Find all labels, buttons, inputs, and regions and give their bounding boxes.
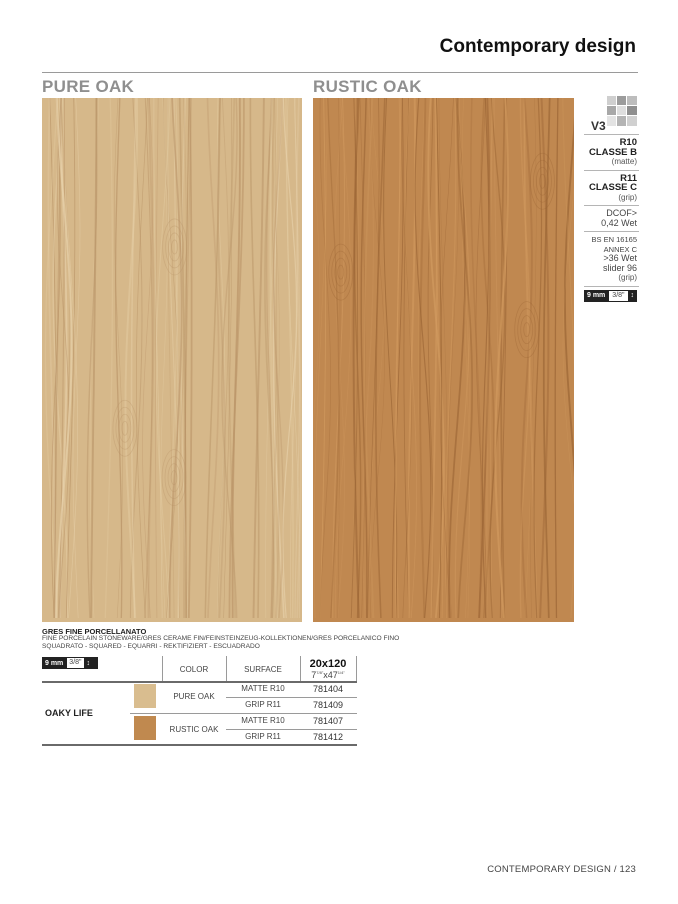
- size-inch: $7^{7/8"}x47^{1/4"}$: [311, 670, 345, 680]
- color-name: RUSTIC OAK: [169, 725, 219, 734]
- table-thickness-inch: 3/8": [69, 659, 82, 666]
- dcof-block: [584, 206, 639, 232]
- v3-label: V3: [591, 118, 606, 133]
- bs-line-1: BS EN 16165: [591, 235, 637, 244]
- product-code: 781407: [312, 716, 344, 726]
- r11-note: (grip): [618, 192, 637, 202]
- col-header-size: [300, 658, 356, 680]
- spec-line-1: FINE PORCELAIN STONEWARE/GRES CERAME FIN/FEINSTEINZEUG-KOLLEKTIONEN/GRES PORCELANICO FINO: [42, 635, 400, 642]
- v3-variation-icon: [607, 96, 637, 126]
- swatch-rustic-oak: [134, 716, 156, 740]
- table-row-rule: [226, 729, 357, 730]
- tile-name-rustic-oak: RUSTIC OAK: [313, 77, 422, 96]
- col-header-surface: SURFACE: [244, 665, 282, 674]
- pure-oak-tile-image: [42, 98, 302, 622]
- r11-class: CLASSE C: [588, 182, 637, 193]
- r10-block: [584, 135, 639, 171]
- thickness-arrow-icon: ↕: [630, 291, 635, 299]
- surface-cell: GRIP R11: [245, 732, 281, 741]
- product-code: 781404: [312, 684, 344, 694]
- size-metric: 20x120: [309, 658, 347, 670]
- thickness-inch: 3/8": [609, 291, 627, 301]
- thickness-mm: 9 mm: [587, 291, 606, 299]
- swatch-pure-oak: [134, 684, 156, 708]
- r10-label: R10: [619, 137, 637, 148]
- spec-line-2: SQUADRATO - SQUARED - EQUARRI - REKTIFIZIERT - ESCUADRADO: [42, 643, 260, 650]
- bs-line-3: >36 Wet: [603, 253, 637, 263]
- technical-specs-column: [584, 96, 639, 302]
- table-divider: [356, 656, 357, 682]
- product-code: 781412: [312, 732, 344, 742]
- r11-label: R11: [620, 172, 637, 184]
- surface-cell: MATTE R10: [241, 716, 285, 725]
- v3-variation-block: [584, 96, 639, 135]
- table-footer-rule: [42, 744, 357, 746]
- page-title: Contemporary design: [439, 36, 636, 57]
- spec-title: GRES FINE PORCELLANATO: [42, 627, 147, 636]
- surface-cell: MATTE R10: [241, 684, 285, 693]
- dcof-line-2: 0,42 Wet: [601, 217, 637, 228]
- bs-line-5: (grip): [618, 273, 637, 282]
- page-footer: CONTEMPORARY DESIGN / 123: [487, 864, 636, 875]
- col-header-color: COLOR: [179, 665, 209, 674]
- table-header-rule: [42, 681, 357, 683]
- rustic-oak-tile-image: [313, 98, 574, 622]
- thickness-badge: [584, 290, 637, 302]
- collection-name: OAKY LIFE: [45, 708, 93, 718]
- header-divider: [42, 72, 638, 73]
- dcof-line-1: DCOF>: [606, 208, 637, 218]
- r10-note: (matte): [611, 157, 637, 166]
- table-row-rule: [226, 697, 357, 698]
- product-code: 781409: [312, 700, 344, 710]
- surface-cell: GRIP R11: [245, 700, 281, 709]
- table-thickness-badge: [42, 657, 98, 669]
- bs-block: [584, 232, 639, 287]
- r11-block: [584, 171, 639, 207]
- bs-line-4: slider 96: [602, 262, 637, 273]
- table-thickness-mm: 9 mm: [45, 659, 64, 667]
- tile-name-pure-oak: PURE OAK: [42, 77, 135, 96]
- table-thickness-arrow-icon: ↕: [86, 659, 91, 667]
- bs-line-2: ANNEX C: [603, 244, 637, 254]
- table-row-rule: [130, 713, 357, 714]
- r10-class: CLASSE B: [588, 146, 637, 158]
- color-name: PURE OAK: [173, 692, 215, 701]
